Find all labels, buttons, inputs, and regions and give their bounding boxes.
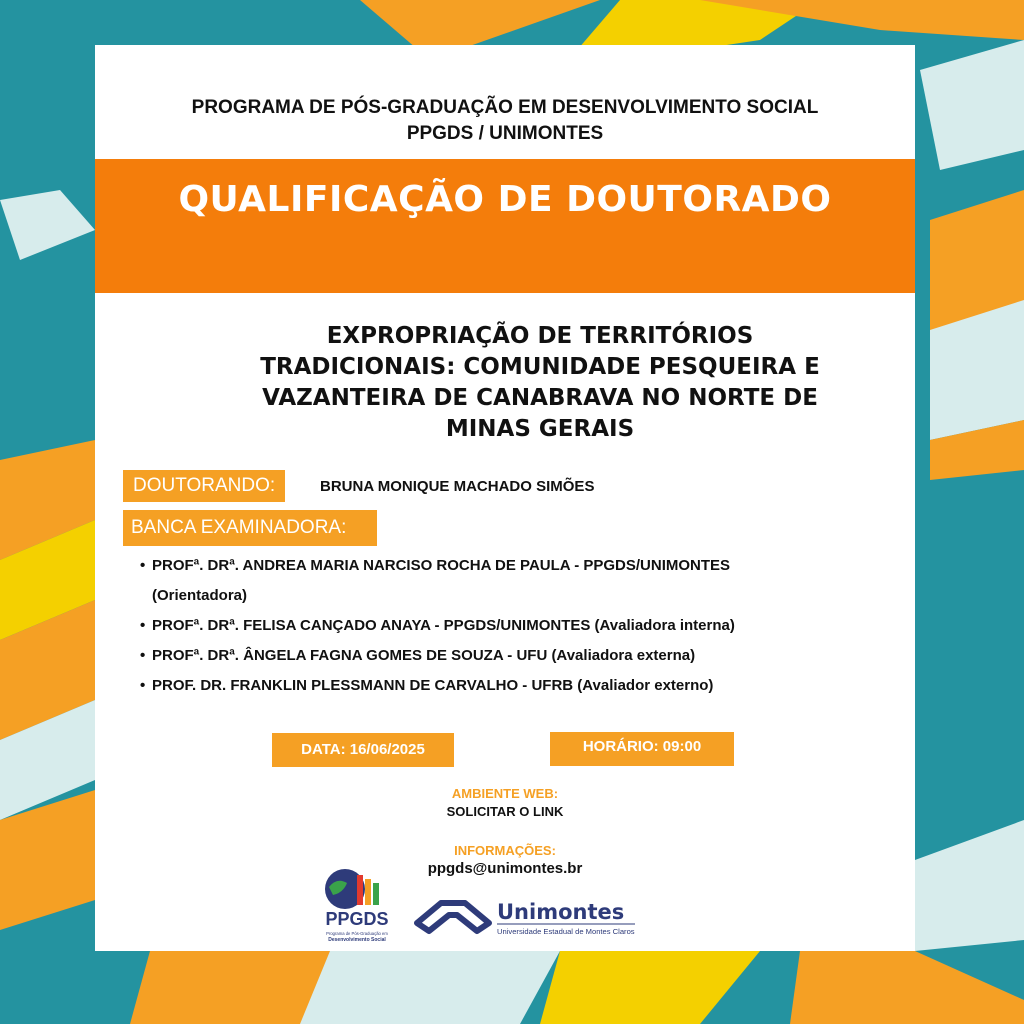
ppgds-logo	[307, 865, 407, 947]
banca-members-list	[140, 551, 880, 701]
thesis-title-line: MINAS GERAIS	[445, 416, 635, 442]
program-name: PROGRAMA DE PÓS-GRADUAÇÃO EM DESENVOLVIMENTO SOCIAL	[191, 97, 819, 118]
thesis-title	[195, 321, 885, 445]
unimontes-logo-text: Unimontes	[497, 900, 625, 924]
banca-member-text: PROF. DR. FRANKLIN PLESSMANN DE CARVALHO - UFRB (Avaliador externo)	[152, 677, 714, 694]
svg-text:Programa de Pós-Graduação em: Programa de Pós-Graduação em	[326, 931, 388, 936]
banca-member	[140, 611, 880, 641]
doutorando-label: DOUTORANDO:	[123, 470, 285, 502]
banca-member-note: (Orientadora)	[152, 587, 248, 604]
banca-member-text: PROFª. DRª. ANDREA MARIA NARCISO ROCHA DE PAULA - PPGDS/UNIMONTES	[152, 557, 731, 574]
banca-label: BANCA EXAMINADORA:	[123, 510, 377, 546]
program-acronym: PPGDS / UNIMONTES	[406, 123, 604, 144]
informacoes-email[interactable]: ppgds@unimontes.br	[427, 860, 583, 877]
banca-member	[140, 641, 880, 671]
ambiente-web-value: SOLICITAR O LINK	[446, 804, 564, 819]
announcement-card	[95, 45, 915, 951]
svg-text:Desenvolvimento Social: Desenvolvimento Social	[328, 937, 386, 943]
date-badge: DATA: 16/06/2025	[272, 733, 454, 767]
svg-text:Universidade Estadual de Monte: Universidade Estadual de Montes Claros	[497, 927, 635, 936]
banner-title: QUALIFICAÇÃO DE DOUTORADO	[178, 179, 832, 220]
banca-member-text: PROFª. DRª. FELISA CANÇADO ANAYA - PPGDS/UNIMONTES (Avaliadora interna)	[152, 617, 735, 634]
thesis-title-line: EXPROPRIAÇÃO DE TERRITÓRIOS	[326, 323, 754, 349]
doutorando-name: BRUNA MONIQUE MACHADO SIMÕES	[320, 478, 595, 495]
ambiente-web-label: AMBIENTE WEB:	[451, 786, 559, 801]
title-banner	[95, 159, 915, 293]
banca-member	[140, 551, 880, 611]
banca-member-text: PROFª. DRª. ÂNGELA FAGNA GOMES DE SOUZA - UFU (Avaliadora externa)	[152, 647, 696, 664]
thesis-title-line: VAZANTEIRA DE CANABRAVA NO NORTE DE	[262, 385, 818, 411]
ppgds-logo-text: PPGDS	[325, 909, 389, 929]
unimontes-logo	[413, 893, 643, 941]
informacoes-label: INFORMAÇÕES:	[454, 843, 556, 858]
time-badge: HORÁRIO: 09:00	[550, 732, 734, 766]
thesis-title-line: TRADICIONAIS: COMUNIDADE PESQUEIRA E	[260, 354, 820, 380]
banca-member	[140, 671, 880, 701]
program-header	[95, 95, 915, 147]
